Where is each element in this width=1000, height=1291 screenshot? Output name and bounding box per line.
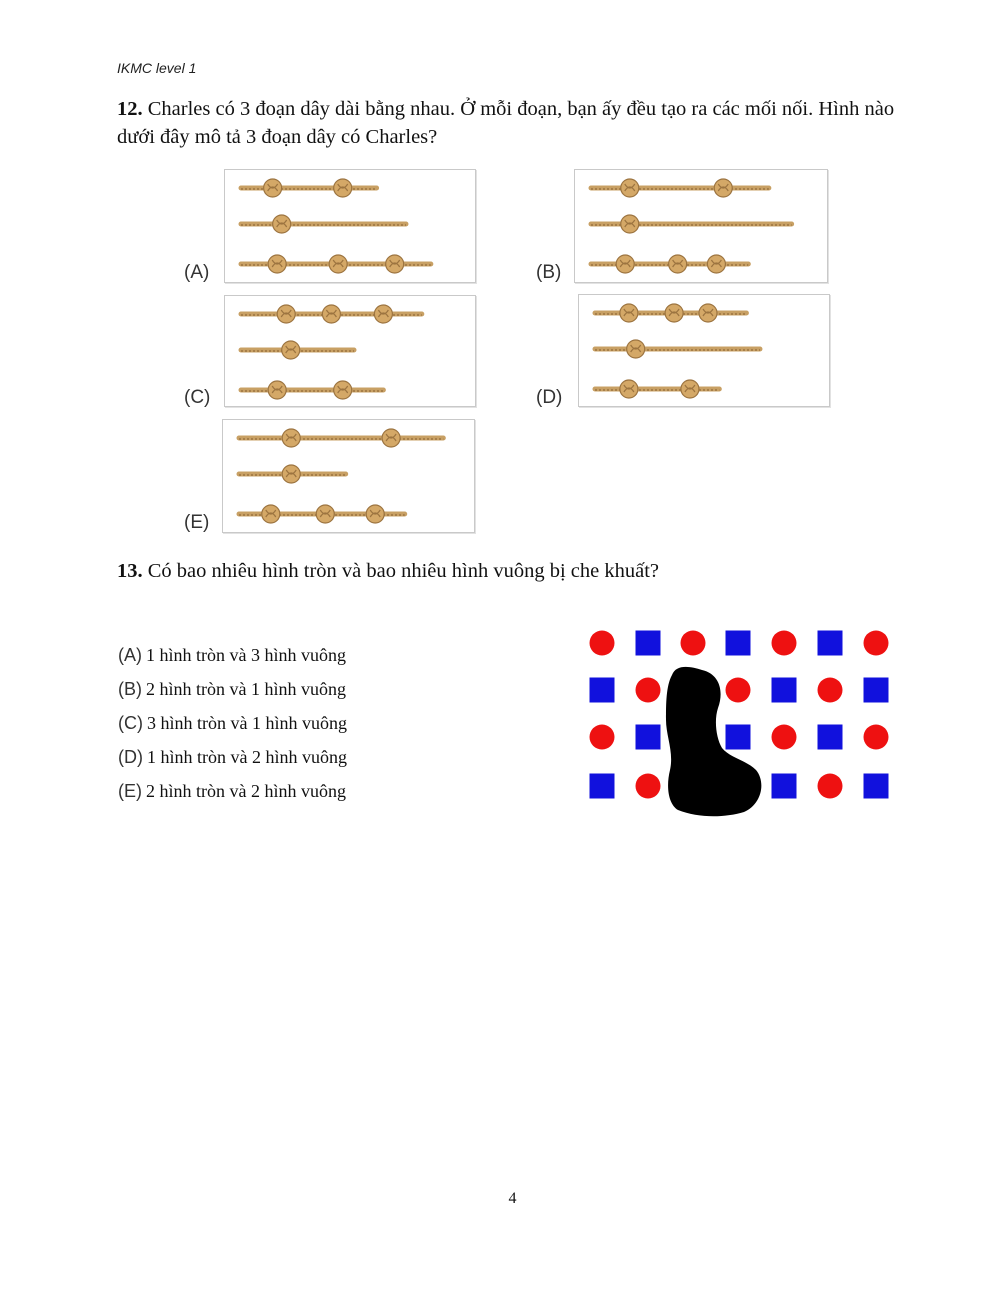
answer-text: 1 hình tròn và 3 hình vuông (146, 645, 346, 665)
blue-square (590, 774, 615, 799)
rope-figure (225, 170, 475, 282)
question-text: Charles có 3 đoạn dây dài bằng nhau. Ở mỗi đoạn, bạn ấy đều tạo ra các mối nối. Hình nào dưới đây mô tả 3 đoạn dây có Charles? (117, 98, 895, 148)
option-label-c: (C) (184, 387, 211, 408)
rope (239, 465, 346, 483)
rope (239, 505, 405, 523)
option-label-b: (B) (536, 262, 562, 283)
red-circle (864, 631, 889, 656)
option-label-a: (A) (184, 262, 210, 283)
red-circle (726, 678, 751, 703)
answer-option-a[interactable] (118, 645, 346, 666)
rope (241, 255, 431, 273)
answer-text: 1 hình tròn và 2 hình vuông (147, 747, 347, 767)
blue-square (726, 631, 751, 656)
rope-option-e[interactable] (222, 419, 475, 533)
red-circle (590, 725, 615, 750)
answer-text: 2 hình tròn và 2 hình vuông (146, 781, 346, 801)
answer-option-d[interactable] (118, 747, 347, 768)
rope-figure (225, 296, 475, 406)
question-text: Có bao nhiêu hình tròn và bao nhiêu hình vuông bị che khuất? (147, 560, 660, 582)
option-label-d: (D) (536, 387, 563, 408)
answer-option-c[interactable] (118, 713, 347, 734)
blue-square (590, 678, 615, 703)
rope (241, 305, 422, 323)
blue-square (864, 678, 889, 703)
document-header: IKMC level 1 (117, 60, 197, 76)
blue-square (818, 725, 843, 750)
blue-square (636, 631, 661, 656)
rope-option-d[interactable] (578, 294, 830, 407)
red-circle (636, 774, 661, 799)
rope-option-c[interactable] (224, 295, 476, 407)
answer-text: 3 hình tròn và 1 hình vuông (147, 713, 347, 733)
rope (595, 380, 719, 398)
red-circle (681, 631, 706, 656)
rope-figure (575, 170, 827, 282)
rope (239, 429, 443, 447)
answer-label: (E) (118, 781, 142, 801)
shapes-figure (580, 620, 900, 825)
answer-label: (A) (118, 645, 142, 665)
rope (591, 255, 748, 273)
page-number: 4 (508, 1190, 517, 1207)
option-label-e: (E) (184, 512, 210, 533)
blue-square (772, 678, 797, 703)
blue-square (726, 725, 751, 750)
rope (241, 381, 383, 399)
shapes-grid (580, 620, 900, 820)
answer-label: (B) (118, 679, 142, 699)
rope-option-b[interactable] (574, 169, 828, 283)
rope (595, 340, 760, 358)
red-circle (864, 725, 889, 750)
rope (241, 341, 354, 359)
rope-figure (223, 420, 474, 532)
blue-square (818, 631, 843, 656)
rope (591, 179, 769, 197)
question-12 (117, 95, 917, 151)
red-circle (818, 774, 843, 799)
answer-option-e[interactable] (118, 781, 346, 802)
red-circle (590, 631, 615, 656)
blue-square (864, 774, 889, 799)
blue-square (636, 725, 661, 750)
question-number: 12. (117, 98, 143, 120)
blue-square (772, 774, 797, 799)
answer-option-b[interactable] (118, 679, 346, 700)
question-number: 13. (117, 560, 143, 582)
question-13 (117, 560, 659, 583)
rope (241, 179, 377, 197)
red-circle (636, 678, 661, 703)
rope-option-a[interactable] (224, 169, 476, 283)
answer-label: (C) (118, 713, 143, 733)
red-circle (818, 678, 843, 703)
rope (595, 304, 746, 322)
rope (591, 215, 792, 233)
red-circle (772, 725, 797, 750)
red-circle (772, 631, 797, 656)
rope-figure (579, 295, 829, 406)
answer-label: (D) (118, 747, 143, 767)
answer-text: 2 hình tròn và 1 hình vuông (146, 679, 346, 699)
rope (241, 215, 406, 233)
